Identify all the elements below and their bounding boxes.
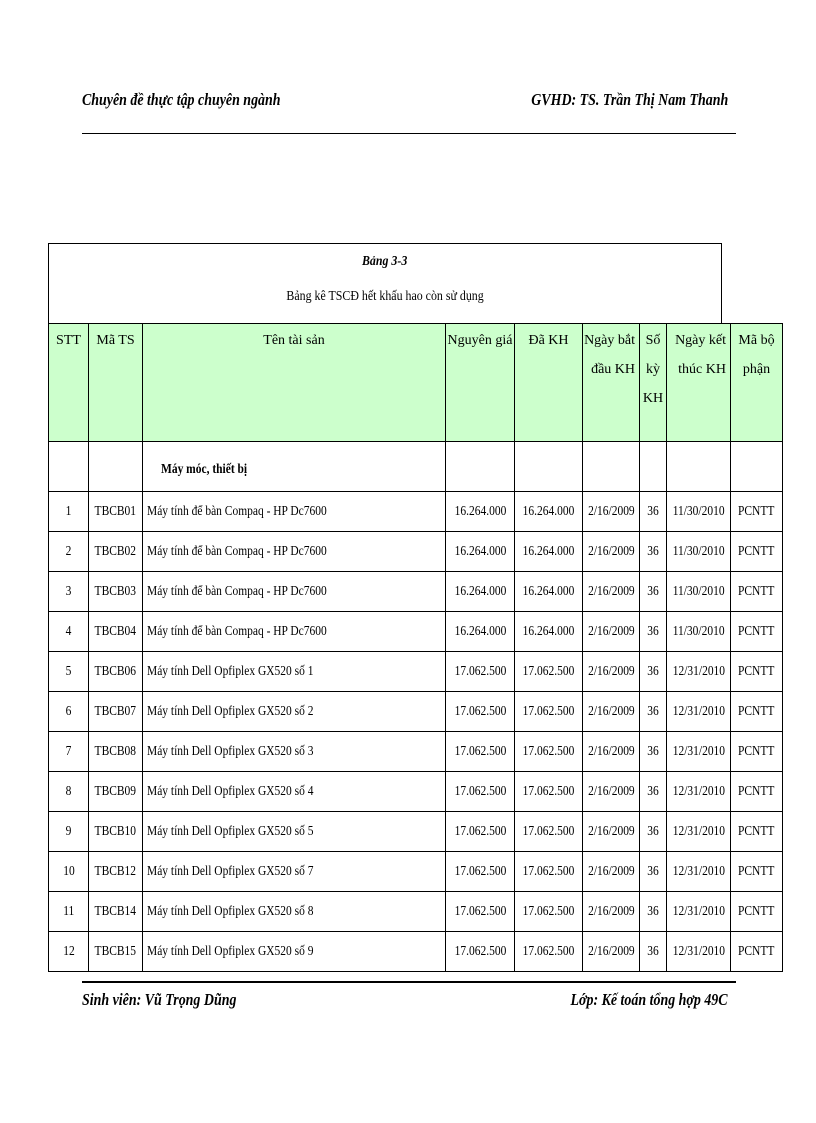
cell-text: 2/16/2009 [588,663,635,679]
col-depreciated-cell [515,732,583,772]
cell-text: 6 [65,703,72,719]
cell-text: 11 [62,903,75,919]
table-row [49,852,783,892]
cell-text: PCNTT [738,663,775,679]
col-periods-cell [640,892,667,932]
col-department-cell [731,532,783,572]
group-label: Máy móc, thiết bị [161,461,248,477]
cell-text: Máy tính Dell Opfiplex GX520 số 8 [147,903,314,919]
cell-text: Máy tính Dell Opfiplex GX520 số 4 [147,783,314,799]
col-depreciated-cell [515,812,583,852]
cell-text: 16.264.000 [522,623,575,639]
cell-text: 10 [62,863,75,879]
col-department-cell [731,852,783,892]
col-asset-code-cell [89,532,143,572]
cell-text: 12/31/2010 [672,703,726,719]
header-text: Ngày kết [675,333,726,348]
cell-text: 36 [647,663,659,679]
cell-text: TBCB06 [94,663,137,679]
cell-text: 36 [647,583,659,599]
col-end-date-cell [667,812,731,852]
cell-text: 2/16/2009 [588,903,635,919]
cell-text: 36 [647,863,659,879]
cell-text: Máy tính Dell Opfiplex GX520 số 5 [147,823,314,839]
col-department-cell [731,892,783,932]
col-original-cost-cell [446,572,515,612]
col-end-date-cell [667,892,731,932]
header-text: Đã KH [528,333,569,348]
cell-text: TBCB15 [94,943,137,959]
col-original-cost-cell [446,492,515,532]
cell-text: 12/31/2010 [672,943,726,959]
col-stt-cell [49,732,89,772]
cell-text: TBCB14 [94,903,137,919]
col-stt-cell [49,812,89,852]
table-caption: Bảng kê TSCĐ hết khấu hao còn sử dụng [286,289,484,304]
col-asset-code-cell [89,492,143,532]
col-periods-cell [640,652,667,692]
cell-text: 36 [647,943,659,959]
cell-text: 17.062.500 [522,943,575,959]
cell-text: PCNTT [738,543,775,559]
cell-text: 17.062.500 [522,663,575,679]
cell-text: 5 [65,663,72,679]
table-row [49,492,783,532]
col-asset-name-cell [143,732,446,772]
cell-text: 2 [65,543,72,559]
cell-text: Máy tính để bàn Compaq - HP Dc7600 [147,543,327,559]
cell-text: Máy tính để bàn Compaq - HP Dc7600 [147,503,327,519]
col-original-cost-cell [446,652,515,692]
cell-text: 17.062.500 [522,903,575,919]
col-department-header [731,324,783,442]
col-start-date-cell [583,652,640,692]
header-text: Số [645,333,661,348]
cell-text: 11/30/2010 [672,543,725,559]
col-original-cost-header [446,324,515,442]
col-asset-code-cell [89,892,143,932]
col-stt-cell [49,572,89,612]
col-asset-code-cell [89,932,143,972]
col-depreciated-cell [515,692,583,732]
table-header-row [49,324,783,442]
col-end-date-cell [667,532,731,572]
cell-text: PCNTT [738,503,775,519]
col-asset-code-cell [89,852,143,892]
cell-text: PCNTT [738,743,775,759]
col-start-date-cell [583,532,640,572]
col-asset-code-cell [89,732,143,772]
table-row [49,652,783,692]
table-row [49,812,783,852]
table-number: Bảng 3-3 [362,254,408,269]
col-depreciated-cell [515,892,583,932]
col-start-date-cell [583,572,640,612]
header-text: Mã TS [96,333,135,348]
cell-text: TBCB07 [94,703,137,719]
cell-text: 2/16/2009 [588,583,635,599]
cell-text: 16.264.000 [454,583,506,599]
col-stt-cell [49,852,89,892]
cell-text: 12/31/2010 [672,663,726,679]
cell-text: 2/16/2009 [588,823,635,839]
col-department-cell [731,492,783,532]
cell-text: TBCB01 [94,503,137,519]
col-periods-header [640,324,667,442]
col-asset-code-cell [89,772,143,812]
cell-text: 17.062.500 [454,783,506,799]
cell-text: PCNTT [738,623,775,639]
cell-text: 17.062.500 [522,863,575,879]
col-asset-name-header [143,324,446,442]
col-periods-cell [640,732,667,772]
col-depreciated-header [515,324,583,442]
col-asset-name-cell [143,652,446,692]
header-text: Nguyên giá [447,333,513,348]
cell-text: 4 [65,623,72,639]
cell-text: TBCB08 [94,743,137,759]
col-original-cost-cell [446,932,515,972]
cell-text: 12/31/2010 [672,863,726,879]
table-row [49,692,783,732]
cell-text: 17.062.500 [454,663,506,679]
cell-text: 12/31/2010 [672,903,726,919]
cell-text: PCNTT [738,903,775,919]
col-department-cell [731,572,783,612]
col-asset-name-cell [143,772,446,812]
col-end-date-cell [667,772,731,812]
table-title-box [48,243,722,323]
table-row [49,612,783,652]
cell-text: 16.264.000 [522,543,575,559]
header-text: Mã bộ [738,333,775,348]
col-end-date-cell [667,932,731,972]
col-original-cost-cell [446,812,515,852]
col-depreciated-cell [515,852,583,892]
cell-text: 17.062.500 [522,823,575,839]
col-start-date-cell [583,892,640,932]
header-text: kỳ [646,362,660,377]
col-asset-code-cell [89,652,143,692]
cell-text: Máy tính để bàn Compaq - HP Dc7600 [147,583,327,599]
cell-text: 1 [65,503,72,519]
col-end-date-cell [667,492,731,532]
col-stt-cell [49,692,89,732]
cell-text: 17.062.500 [454,743,506,759]
cell-text: 3 [65,583,72,599]
cell-text: PCNTT [738,783,775,799]
col-periods-cell [640,772,667,812]
cell-text: PCNTT [738,863,775,879]
cell-text: 17.062.500 [454,943,506,959]
col-asset-code-cell [89,612,143,652]
cell-text: 36 [647,543,659,559]
table-row [49,892,783,932]
col-asset-name-cell [143,932,446,972]
col-asset-name-cell [143,572,446,612]
col-periods-cell [640,572,667,612]
col-asset-name-cell [143,852,446,892]
cell-text: TBCB09 [94,783,137,799]
col-end-date-cell [667,612,731,652]
cell-text: 2/16/2009 [588,783,635,799]
col-asset-name-cell [143,612,446,652]
col-stt-cell [49,652,89,692]
cell-text: 12/31/2010 [672,783,726,799]
cell-text: PCNTT [738,703,775,719]
col-start-date-cell [583,772,640,812]
cell-text: TBCB10 [94,823,137,839]
cell-text: TBCB04 [94,623,137,639]
cell-text: 17.062.500 [454,863,506,879]
cell-text: TBCB02 [94,543,137,559]
cell-text: 17.062.500 [454,903,506,919]
cell-text: Máy tính Dell Opfiplex GX520 số 2 [147,703,314,719]
header-advisor: GVHD: TS. Trần Thị Nam Thanh [530,90,728,109]
col-stt-cell [49,532,89,572]
cell-text: Máy tính để bàn Compaq - HP Dc7600 [147,623,327,639]
col-periods-cell [640,692,667,732]
col-stt-cell [49,772,89,812]
cell-text: 36 [647,903,659,919]
col-depreciated-cell [515,652,583,692]
group-row [49,442,783,492]
cell-text: 16.264.000 [522,503,575,519]
col-asset-name-cell [143,532,446,572]
asset-table [48,323,783,972]
col-original-cost-cell [446,612,515,652]
header-text: STT [56,333,81,348]
cell-text: 16.264.000 [454,623,506,639]
col-end-date-cell [667,652,731,692]
cell-text: 16.264.000 [454,503,506,519]
col-start-date-cell [583,932,640,972]
col-asset-name-cell [143,812,446,852]
col-periods-cell [640,612,667,652]
cell-text: Máy tính Dell Opfiplex GX520 số 1 [147,663,314,679]
col-original-cost-cell [446,892,515,932]
col-asset-name-cell [143,892,446,932]
cell-text: Máy tính Dell Opfiplex GX520 số 3 [147,743,314,759]
col-depreciated-cell [515,492,583,532]
col-department-cell [731,932,783,972]
header-text: KH [642,391,664,406]
cell-text: 11/30/2010 [672,503,725,519]
cell-text: 17.062.500 [522,743,575,759]
col-asset-code-cell [89,692,143,732]
header-text: đầu KH [591,362,635,377]
col-asset-name-cell [143,692,446,732]
col-depreciated-cell [515,772,583,812]
col-end-date-cell [667,572,731,612]
col-periods-cell [640,852,667,892]
cell-text: 9 [65,823,72,839]
col-end-date-header [667,324,731,442]
table-row [49,732,783,772]
col-department-cell [731,732,783,772]
cell-text: 36 [647,743,659,759]
col-start-date-cell [583,852,640,892]
col-asset-code-header [89,324,143,442]
header-text: thúc KH [678,362,726,377]
table-row [49,772,783,812]
col-stt-cell [49,892,89,932]
col-periods-cell [640,492,667,532]
col-start-date-cell [583,812,640,852]
col-stt-cell [49,932,89,972]
col-department-cell [731,772,783,812]
header-text: Ngày bắt [584,333,635,348]
cell-text: 12/31/2010 [672,743,726,759]
col-end-date-cell [667,732,731,772]
cell-text: TBCB03 [94,583,137,599]
cell-text: 17.062.500 [522,783,575,799]
table-row [49,932,783,972]
footer-divider [82,981,736,983]
cell-text: Máy tính Dell Opfiplex GX520 số 7 [147,863,314,879]
cell-text: 16.264.000 [454,543,506,559]
col-original-cost-cell [446,692,515,732]
cell-text: 17.062.500 [454,703,506,719]
col-stt-header [49,324,89,442]
col-end-date-cell [667,852,731,892]
cell-text: 2/16/2009 [588,743,635,759]
col-periods-cell [640,932,667,972]
cell-text: 2/16/2009 [588,703,635,719]
col-stt-cell [49,612,89,652]
col-depreciated-cell [515,572,583,612]
header-divider [82,133,736,134]
footer-student: Sinh viên: Vũ Trọng Dũng [82,990,237,1009]
col-original-cost-cell [446,732,515,772]
cell-text: 36 [647,703,659,719]
header-text: Tên tài sản [263,333,325,348]
header-course-title: Chuyên đề thực tập chuyên ngành [82,90,281,109]
cell-text: 11/30/2010 [672,623,725,639]
col-periods-cell [640,532,667,572]
cell-text: 8 [65,783,72,799]
col-start-date-cell [583,732,640,772]
cell-text: 36 [647,623,659,639]
col-periods-cell [640,812,667,852]
table-row [49,532,783,572]
col-asset-name-cell [143,492,446,532]
col-original-cost-cell [446,772,515,812]
cell-text: PCNTT [738,823,775,839]
cell-text: 2/16/2009 [588,503,635,519]
cell-text: 17.062.500 [454,823,506,839]
col-asset-code-cell [89,572,143,612]
col-depreciated-cell [515,532,583,572]
header-text: phận [742,362,771,377]
cell-text: 2/16/2009 [588,623,635,639]
cell-text: Máy tính Dell Opfiplex GX520 số 9 [147,943,314,959]
col-start-date-cell [583,612,640,652]
col-stt-cell [49,492,89,532]
cell-text: 36 [647,503,659,519]
cell-text: 16.264.000 [522,583,575,599]
col-depreciated-cell [515,932,583,972]
col-start-date-header [583,324,640,442]
col-asset-code-cell [89,812,143,852]
footer-class: Lớp: Kế toán tổng hợp 49C [570,990,728,1009]
col-original-cost-cell [446,852,515,892]
col-department-cell [731,812,783,852]
cell-text: TBCB12 [94,863,137,879]
cell-text: 12/31/2010 [672,823,726,839]
col-start-date-cell [583,692,640,732]
cell-text: 36 [647,783,659,799]
cell-text: PCNTT [738,943,775,959]
cell-text: 12 [62,943,75,959]
col-depreciated-cell [515,612,583,652]
col-department-cell [731,652,783,692]
cell-text: PCNTT [738,583,775,599]
col-department-cell [731,692,783,732]
cell-text: 17.062.500 [522,703,575,719]
col-start-date-cell [583,492,640,532]
cell-text: 7 [65,743,72,759]
cell-text: 36 [647,823,659,839]
cell-text: 2/16/2009 [588,863,635,879]
cell-text: 2/16/2009 [588,943,635,959]
table-row [49,572,783,612]
cell-text: 2/16/2009 [588,543,635,559]
cell-text: 11/30/2010 [672,583,725,599]
col-department-cell [731,612,783,652]
col-original-cost-cell [446,532,515,572]
col-end-date-cell [667,692,731,732]
